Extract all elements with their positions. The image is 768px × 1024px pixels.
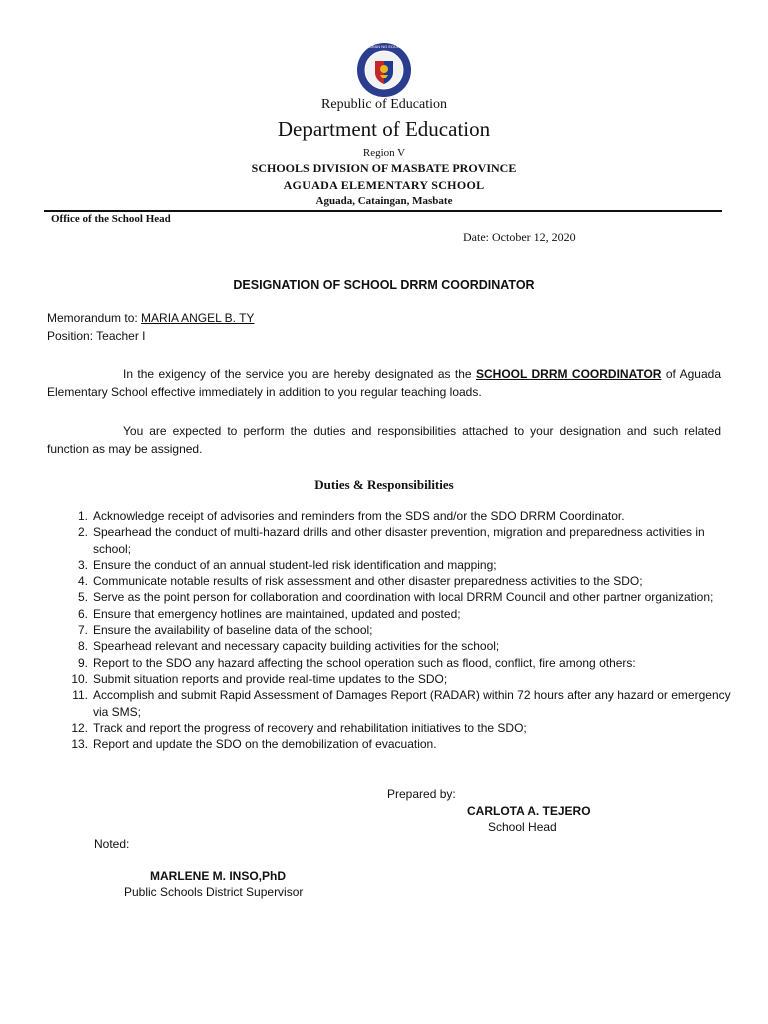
office-line: Office of the School Head <box>51 213 171 225</box>
paragraph1-before: In the exigency of the service you are hereby designated as the <box>123 367 476 381</box>
duty-text: Ensure the availability of baseline data of the school; <box>93 623 373 638</box>
duty-item <box>62 736 732 752</box>
expectation-paragraph <box>47 422 721 458</box>
region-line: Region V <box>362 147 406 159</box>
duty-number: 7. <box>77 623 88 638</box>
noted-by-name: MARLENE M. INSO,PhD <box>150 869 287 883</box>
recipient-name: MARIA ANGEL B. TY <box>141 311 255 325</box>
duty-item <box>62 638 732 654</box>
prepared-by-label: Prepared by: <box>387 787 456 801</box>
duty-item <box>62 606 732 622</box>
paragraph1-highlight: SCHOOL DRRM COORDINATOR <box>476 367 662 381</box>
duty-text: Accomplish and submit Rapid Assessment of Damages Report (RADAR) within 72 hours after any hazard or emergency via SMS; <box>93 688 731 719</box>
duties-heading: Duties & Responsibilities <box>314 477 454 492</box>
memo-title: DESIGNATION OF SCHOOL DRRM COORDINATOR <box>233 278 535 292</box>
duty-item <box>62 720 732 736</box>
duty-item <box>62 687 732 720</box>
duty-text: Ensure the conduct of an annual student-led risk identification and mapping; <box>93 557 497 572</box>
recipient-position: Position: Teacher I <box>47 329 146 343</box>
duty-item <box>62 557 732 573</box>
duty-text: Report and update the SDO on the demobilization of evacuation. <box>93 737 437 752</box>
duty-number: 11. <box>72 688 88 703</box>
school-address: Aguada, Cataingan, Masbate <box>315 195 453 207</box>
duty-number: 4. <box>77 574 88 589</box>
prepared-by-title: School Head <box>488 820 557 834</box>
duty-item <box>62 671 732 687</box>
noted-by-title: Public Schools District Supervisor <box>124 885 304 899</box>
duty-number: 1. <box>77 509 88 523</box>
duty-text: Ensure that emergency hotlines are maintained, updated and posted; <box>93 606 461 621</box>
duty-text: Acknowledge receipt of advisories and reminders from the SDS and/or the SDO DRRM Coordinator. <box>93 509 625 523</box>
prepared-by-name: CARLOTA A. TEJERO <box>467 804 591 818</box>
svg-text:KAGAWARAN NG EDUKASYON: KAGAWARAN NG EDUKASYON <box>354 44 414 49</box>
memo-recipient <box>47 311 254 325</box>
duty-number: 10. <box>71 671 88 686</box>
duty-item <box>62 573 732 589</box>
duty-text: Track and report the progress of recovery and rehabilitation initiatives to the SDO; <box>93 720 527 735</box>
school-name: AGUADA ELEMENTARY SCHOOL <box>283 178 485 192</box>
duty-item <box>62 508 732 524</box>
deped-seal-icon <box>344 42 424 98</box>
duty-text: Spearhead relevant and necessary capacity building activities for the school; <box>93 639 500 654</box>
duty-item <box>62 589 732 605</box>
header-divider <box>44 210 722 212</box>
republic-line: Republic of Education <box>321 97 447 112</box>
paragraph2-text: You are expected to perform the duties and responsibilities attached to your designation and such related function as may be assigned. <box>47 424 721 456</box>
designation-paragraph <box>47 365 721 401</box>
duty-number: 3. <box>77 557 88 572</box>
duty-item <box>62 655 732 671</box>
duty-number: 2. <box>77 525 88 540</box>
memo-date: Date: October 12, 2020 <box>463 230 576 244</box>
duty-number: 9. <box>77 655 88 670</box>
department-name: Department of Education <box>277 117 491 141</box>
duty-text: Report to the SDO any hazard affecting the school operation such as flood, conflict, fire among others: <box>93 655 636 670</box>
duty-item <box>62 524 732 557</box>
duties-list <box>62 508 732 752</box>
duty-item <box>62 622 732 638</box>
paragraph1-after: of Aguada Elementary School effective immediately in addition to you regular teaching loads. <box>47 367 721 399</box>
division-name: SCHOOLS DIVISION OF MASBATE PROVINCE <box>251 161 517 175</box>
duty-text: Communicate notable results of risk assessment and other disaster preparedness activities to the SDO; <box>93 574 643 589</box>
duty-number: 6. <box>77 606 88 621</box>
duty-number: 13. <box>71 737 88 752</box>
duty-text: Spearhead the conduct of multi-hazard drills and other disaster prevention, migration and preparedness activities in school; <box>93 525 705 556</box>
duty-text: Submit situation reports and provide real-time updates to the SDO; <box>93 671 448 686</box>
duty-text: Serve as the point person for collaboration and coordination with local DRRM Council and other partner organization; <box>93 590 714 605</box>
duty-number: 8. <box>77 639 88 654</box>
memo-label: Memorandum to: <box>47 311 142 325</box>
duty-number: 5. <box>77 590 88 605</box>
duty-number: 12. <box>71 720 88 735</box>
noted-label: Noted: <box>94 837 130 851</box>
